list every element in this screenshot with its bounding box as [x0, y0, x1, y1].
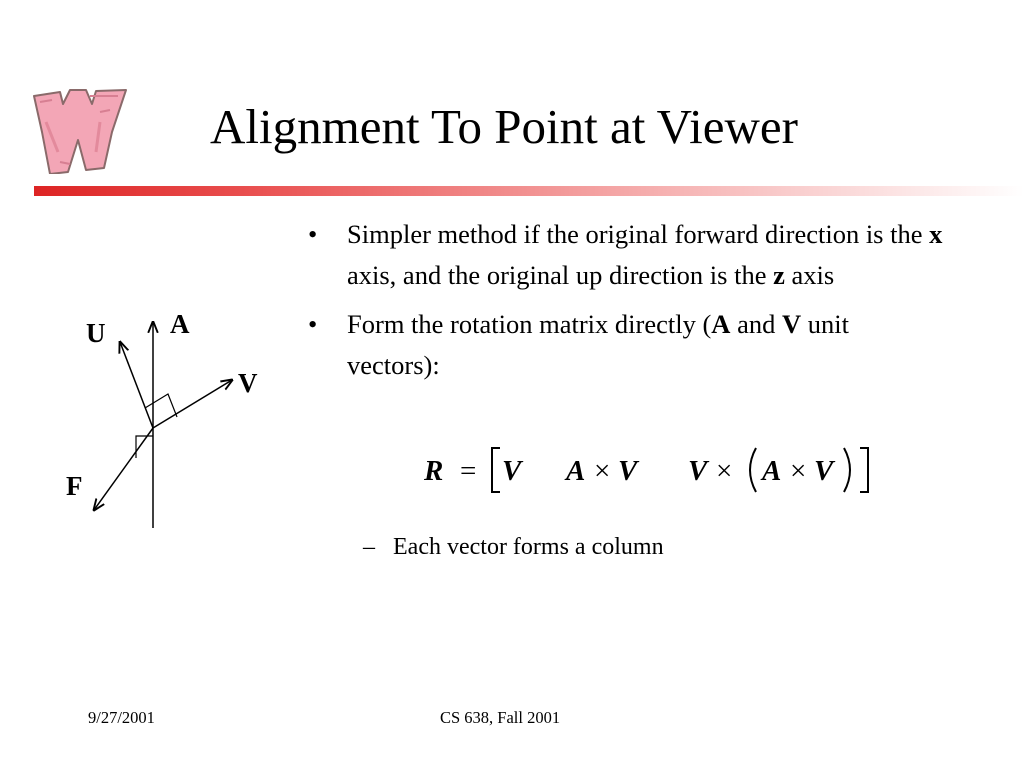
bullet-list: [308, 214, 948, 394]
slide-title: Alignment To Point at Viewer: [210, 99, 798, 154]
title-divider: [34, 186, 1024, 196]
label-a: A: [170, 309, 190, 339]
eq-left-bracket: [492, 448, 500, 492]
label-u: U: [86, 318, 106, 348]
eq-col1-v: V: [502, 455, 522, 487]
right-angle-mark-upper: [145, 394, 177, 417]
v-vector-line: [153, 380, 232, 428]
u-vector-line: [120, 342, 153, 428]
eq-col2-v: V: [618, 455, 638, 487]
sub-bullet-marker: –: [363, 534, 375, 560]
sub-bullet-text: Each vector forms a column: [393, 534, 664, 560]
eq-equals: =: [460, 455, 477, 487]
eq-cross-1: ×: [594, 455, 611, 487]
bullet-marker: •: [308, 309, 318, 339]
bullet-text: Simpler method if the original forward direction is the x axis, and the original up direction is the z axis: [347, 219, 943, 290]
eq-right-bracket: [860, 448, 868, 492]
eq-right-paren: [844, 448, 850, 492]
eq-col3-a: A: [762, 455, 782, 487]
f-vector-line: [94, 428, 153, 510]
rotation-matrix-equation: [412, 442, 892, 498]
eq-col3-v: V: [688, 455, 708, 487]
eq-r: R: [424, 455, 444, 487]
eq-cross-2: ×: [716, 455, 733, 487]
label-v: V: [238, 368, 258, 398]
university-w-logo: [30, 82, 130, 174]
eq-cross-3: ×: [790, 455, 807, 487]
eq-left-paren: [750, 448, 756, 492]
bullet-item: [308, 304, 948, 386]
sub-bullet: [363, 532, 664, 562]
bullet-item: [308, 214, 948, 296]
label-f: F: [66, 471, 83, 501]
eq-col2-a: A: [566, 455, 586, 487]
footer-date: 9/27/2001: [88, 708, 155, 727]
eq-col3-b: V: [814, 455, 834, 487]
bullet-marker: •: [308, 219, 318, 249]
bullet-text: Form the rotation matrix directly (A and V unit vectors):: [347, 309, 849, 380]
footer-course: CS 638, Fall 2001: [440, 708, 561, 727]
vector-diagram: [60, 300, 280, 540]
